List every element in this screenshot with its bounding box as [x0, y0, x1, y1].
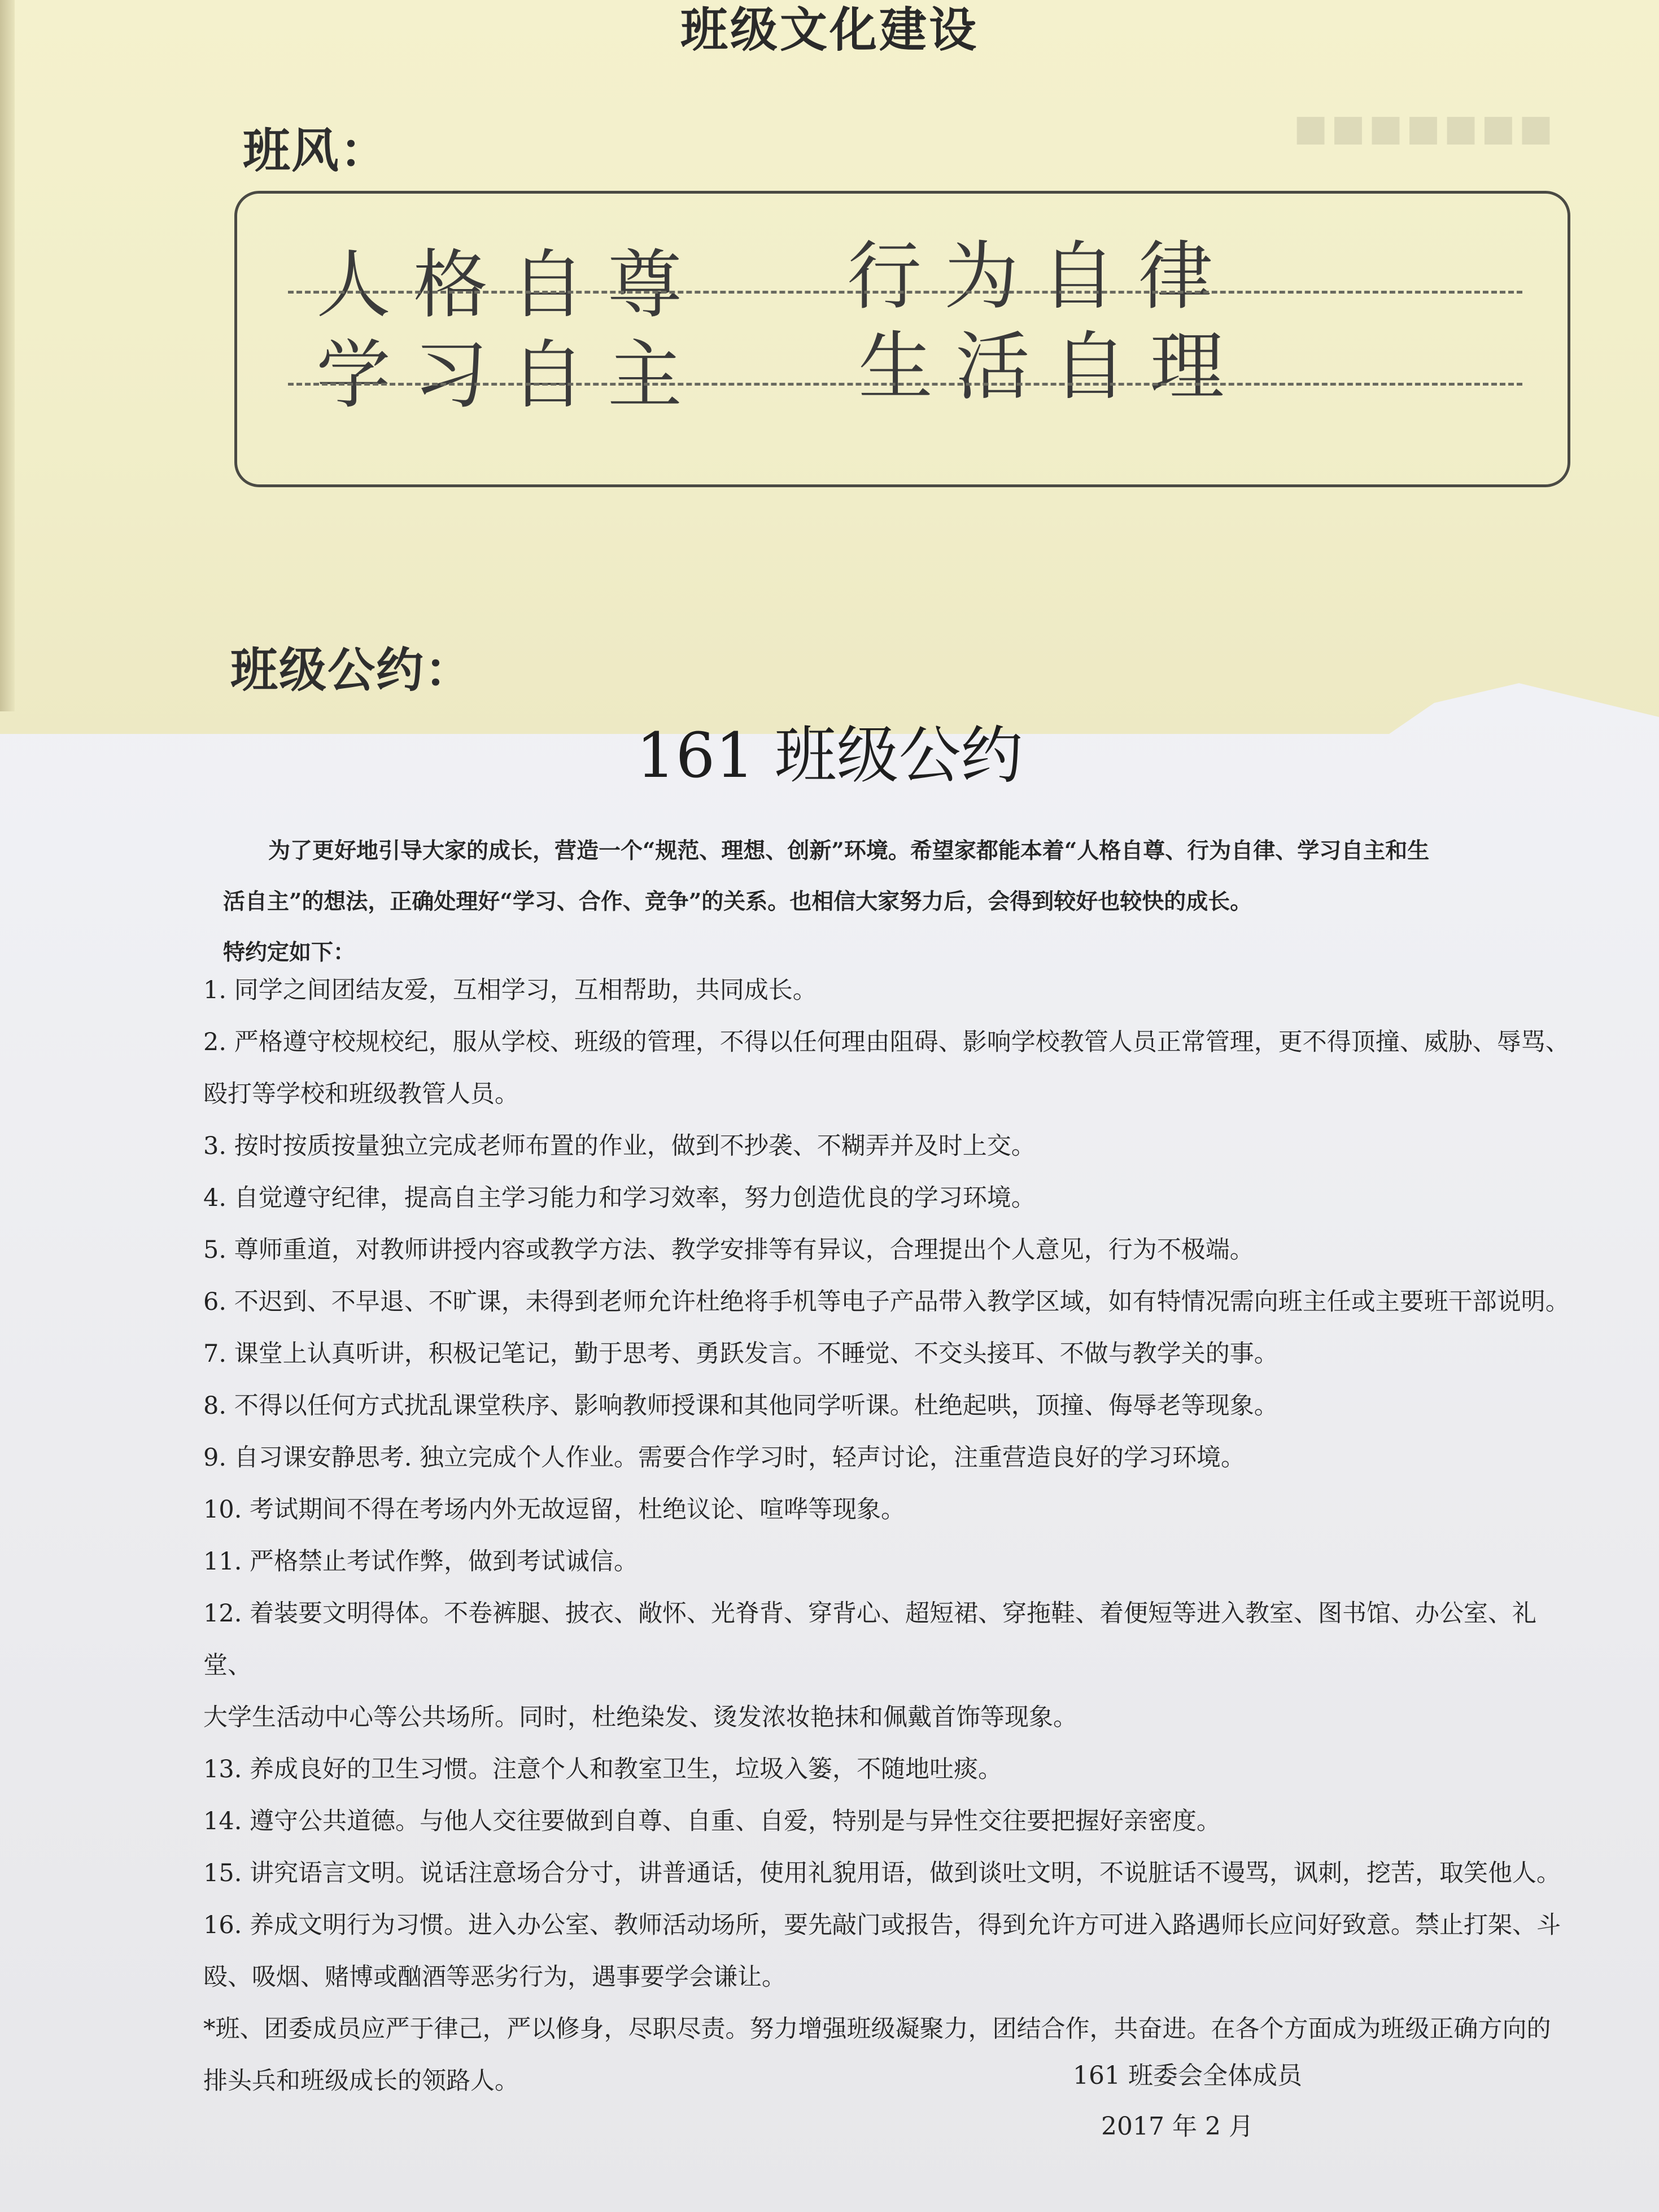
motto-dashed-line-1: [288, 291, 1522, 294]
rule-line: 殴打等学校和班级教管人员。: [203, 1080, 519, 1108]
rule-line: 7. 课堂上认真听讲，积极记笔记，勤于思考、勇跃发言。不睡觉、不交头接耳、不做与教学关的事。: [203, 1340, 1278, 1368]
rule-line: 4. 自觉遵守纪律，提高自主学习能力和学习效率，努力创造优良的学习环境。: [203, 1184, 1036, 1212]
motto-box: [234, 191, 1570, 487]
rule-line: 3. 按时按质按量独立完成老师布置的作业，做到不抄袭、不糊弄并及时上交。: [203, 1132, 1036, 1160]
rule-line: 11. 严格禁止考试作弊，做到考试诚信。: [203, 1547, 639, 1576]
bleed-through-text: ■■■■■■■: [1290, 107, 1553, 149]
intro-line-2: 活自主”的想法，正确处理好“学习、合作、竞争”的关系。也相信大家努力后，会得到较好也较快的成长。: [223, 889, 1252, 915]
rule-line: 排头兵和班级成长的领路人。: [203, 2067, 519, 2095]
intro-line-3: 特约定如下：: [223, 939, 356, 965]
rule-line: 14. 遵守公共道德。与他人交往要做到自尊、自重、自爱，特别是与异性交往要把握好亲密度。: [203, 1807, 1221, 1835]
page-binding-edge: [0, 0, 15, 711]
rule-line: 10. 考试期间不得在考场内外无故逗留，杜绝议论、喧哗等现象。: [203, 1496, 906, 1524]
rule-line: *班、团委成员应严于律己，严以修身，尽职尽责。努力增强班级凝聚力，团结合作，共奋进。在各个方面成为班级正确方向的: [203, 2015, 1551, 2043]
motto-line1-right: 行为自律: [847, 233, 1235, 320]
agreement-intro: [223, 825, 1567, 978]
rule-line: 殴、吸烟、赌博或酗酒等恶劣行为，遇事要学会谦让。: [203, 1963, 786, 1991]
rule-line: 8. 不得以任何方式扰乱课堂秩序、影响教师授课和其他同学听课。杜绝起哄，顶撞、侮辱老等现象。: [203, 1392, 1278, 1420]
rule-line: 16. 养成文明行为习惯。进入办公室、教师活动场所，要先敲门或报告，得到允许方可进入路遇师长应问好致意。禁止打架、斗: [203, 1911, 1561, 1939]
motto-line1-left: 人格自尊: [316, 242, 705, 329]
rule-line: 2. 严格遵守校规校纪，服从学校、班级的管理，不得以任何理由阻碍、影响学校教管人员正常管理，更不得顶撞、威胁、辱骂、: [203, 1028, 1570, 1056]
motto-dashed-line-2: [288, 383, 1522, 386]
motto-line2-right: 生活自理: [858, 324, 1247, 410]
agreement-title: 161 班级公约: [636, 719, 1023, 792]
agreement-rules-list: [203, 964, 1570, 2107]
signature-date: 2017 年 2 月: [1101, 2112, 1254, 2141]
rule-line: 大学生活动中心等公共场所。同时，杜绝染发、烫发浓妆艳抹和佩戴首饰等现象。: [203, 1703, 1077, 1732]
signature: 161 班委会全体成员: [1073, 2061, 1302, 2090]
class-agreement-label: 班级公约：: [230, 642, 474, 698]
page-title: 班级文化建设: [680, 2, 979, 58]
rule-line: 6. 不迟到、不早退、不旷课，未得到老师允许杜绝将手机等电子产品带入教学区域，如有特情况需向班主任或主要班干部说明。: [203, 1288, 1570, 1316]
rule-line: 15. 讲究语言文明。说话注意场合分寸，讲普通话，使用礼貌用语，做到谈吐文明，不说脏话不谩骂，讽刺，挖苦，取笑他人。: [203, 1859, 1561, 1887]
rule-line: 12. 着装要文明得体。不卷裤腿、披衣、敞怀、光脊背、穿背心、超短裙、穿拖鞋、着便短等进入教室、图书馆、办公室、礼堂、: [203, 1599, 1537, 1680]
motto-line2-left: 学习自主: [316, 332, 705, 419]
class-style-label: 班风：: [243, 123, 389, 178]
rule-line: 9. 自习课安静思考. 独立完成个人作业。需要合作学习时，轻声讨论，注重营造良好的学习环境。: [203, 1444, 1246, 1472]
intro-line-1: 为了更好地引导大家的成长，营造一个“规范、理想、创新”环境。希望家都能本着“人格自尊、行为自律、学习自主和生: [268, 838, 1430, 864]
rule-line: 1. 同学之间团结友爱，互相学习，互相帮助，共同成长。: [203, 976, 817, 1004]
rule-line: 5. 尊师重道，对教师讲授内容或教学方法、教学安排等有异议，合理提出个人意见，行为不极端。: [203, 1236, 1254, 1264]
rule-line: 13. 养成良好的卫生习惯。注意个人和教室卫生，垃圾入篓，不随地吐痰。: [203, 1755, 1003, 1783]
